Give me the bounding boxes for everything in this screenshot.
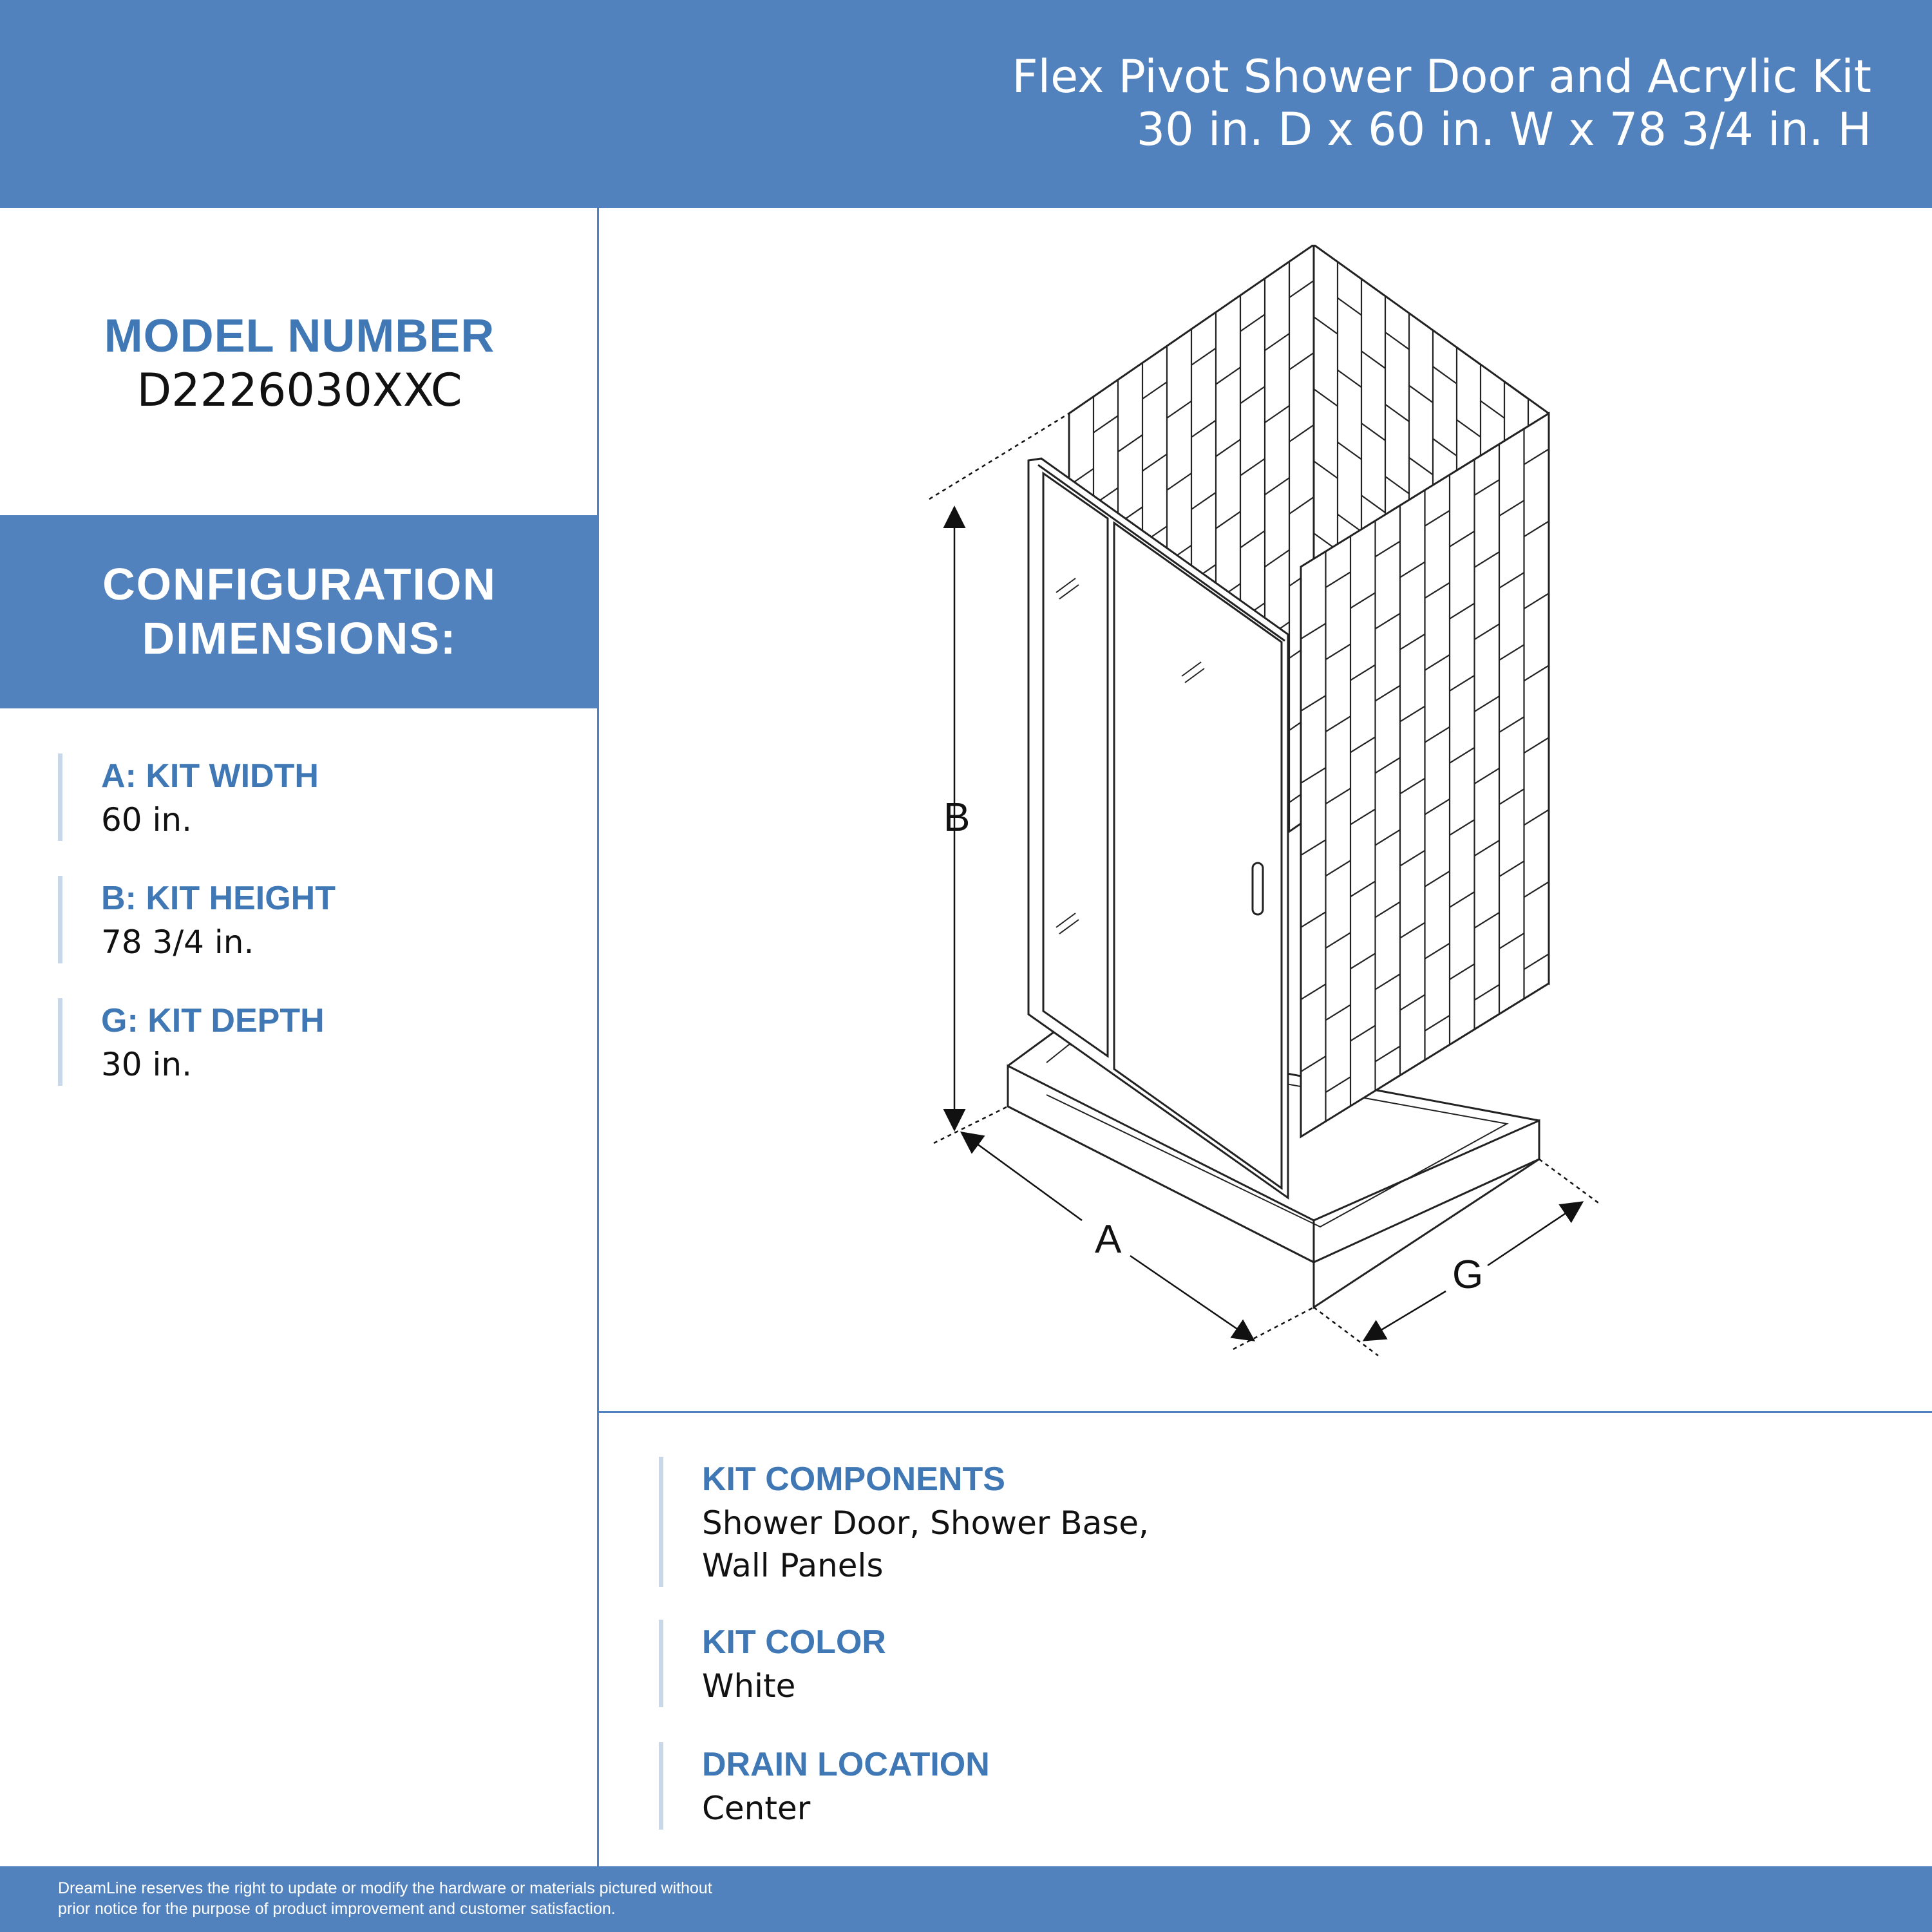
model-number-label: MODEL NUMBER <box>104 310 495 362</box>
spec-label: KIT COLOR <box>702 1624 886 1661</box>
dimension-label-g: G <box>1452 1253 1484 1297</box>
model-number-value: D2226030XXC <box>137 364 462 417</box>
disclaimer-text <box>58 1878 831 1919</box>
spec-value: 78 3/4 in. <box>101 923 254 961</box>
dimension-label-b: B <box>943 795 971 840</box>
disclaimer-line1: DreamLine reserves the right to update or modify the hardware or materials pictured without <box>58 1879 712 1897</box>
footer-banner <box>0 1866 1932 1932</box>
configuration-banner <box>0 515 599 708</box>
spec-value: 60 in. <box>101 801 192 838</box>
spec-kit-height <box>58 876 336 963</box>
configuration-title-line1: CONFIGURATION <box>102 559 497 609</box>
configuration-title-line2: DIMENSIONS: <box>142 613 457 663</box>
spec-value-line2: Wall Panels <box>702 1547 884 1584</box>
product-title-line2: 30 in. D x 60 in. W x 78 3/4 in. H <box>1136 103 1871 156</box>
spec-value-line1: Shower Door, Shower Base, <box>702 1504 1149 1542</box>
spec-value: Center <box>702 1790 811 1827</box>
horizontal-divider <box>599 1411 1932 1413</box>
header-banner <box>0 0 1932 208</box>
spec-label: A: KIT WIDTH <box>101 757 319 795</box>
configuration-title <box>0 557 599 665</box>
spec-label: B: KIT HEIGHT <box>101 880 336 917</box>
vertical-divider <box>597 208 599 1868</box>
spec-value: White <box>702 1667 796 1705</box>
spec-value: 30 in. <box>101 1046 192 1083</box>
product-title-line1: Flex Pivot Shower Door and Acrylic Kit <box>1012 50 1871 103</box>
spec-label: KIT COMPONENTS <box>702 1461 1005 1498</box>
spec-label: G: KIT DEPTH <box>101 1002 325 1039</box>
spec-kit-width <box>58 753 319 841</box>
model-number-block <box>0 309 599 417</box>
product-title <box>1012 50 1871 156</box>
spec-kit-components <box>659 1457 1149 1587</box>
spec-kit-color <box>659 1620 886 1707</box>
dimension-label-a: A <box>1095 1217 1122 1262</box>
spec-drain-location <box>659 1742 990 1830</box>
spec-kit-depth <box>58 998 325 1086</box>
spec-label: DRAIN LOCATION <box>702 1746 990 1783</box>
shower-kit-diagram <box>902 245 1642 1378</box>
disclaimer-line2: prior notice for the purpose of product improvement and customer satisfaction. <box>58 1900 616 1918</box>
